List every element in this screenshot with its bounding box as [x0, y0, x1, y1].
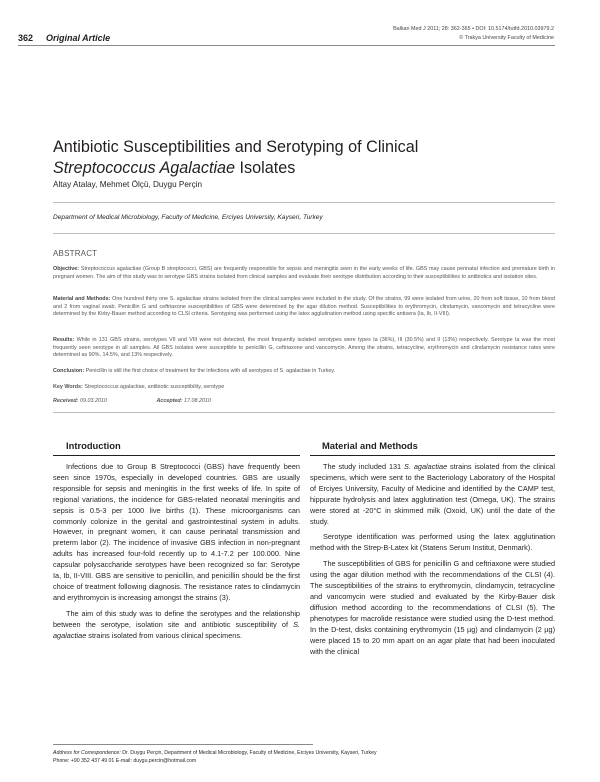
introduction-column [53, 462, 300, 647]
author-list: Altay Atalay, Mehmet Ölçü, Duygu Perçin [53, 180, 203, 189]
keywords-label: Key Words: [53, 384, 83, 390]
methods-p1-species: S. agalactiae [404, 462, 448, 471]
title-species: Streptococcus Agalactiae [53, 159, 236, 177]
contact-info: Phone: +90 352 437 49 01 E-mail: duygu.percin@hotmail.com [53, 758, 197, 764]
intro-p2-text-end: strains isolated from various clinical specimens. [86, 630, 243, 640]
objective-text: Streptococcus agalactiae (Group B streptococci, GBS) are frequently responsible for sepsis and meningitis seen in the early weeks of life. GBS may cause perinatal infection and premature birth in pregnant women. The aim of this study was to serotype GBS strains isolated from clinical samples and evaluate their serotype distribution according to their susceptibilities to antibiotics and isolation sites. [53, 266, 555, 280]
methods-heading: Material and Methods [322, 440, 418, 451]
heading-rule [53, 455, 300, 456]
intro-p2-text: The aim of this study was to define the serotypes and the relationship between the serotype, isolation site and antibiotic susceptibility of [53, 608, 300, 629]
keywords [53, 384, 224, 390]
received-label: Received: [53, 398, 79, 404]
abstract-heading: ABSTRACT [53, 249, 98, 258]
correspondence-address [53, 750, 377, 756]
accepted-label: Accepted: [156, 398, 183, 404]
methods-p1-text: The study included 131 [323, 462, 405, 471]
intro-paragraph-2 [53, 609, 300, 642]
title-line-1: Antibiotic Susceptibilities and Serotyping of Clinical [53, 138, 419, 156]
methods-column [310, 462, 555, 662]
methods-paragraph-3: The susceptibilities of GBS for penicillin G and ceftriaxone were studied using the agar dilution method with the recommendations of the CLSI (4). The susceptibilities of the strains to erythromycin, clindamycin, tetracycline and vancomycin were studied and evaluated by the Kirby-Bauer disk diffusion method according to the recommendations of CLSI (5). The phenotypes for macrolide resistance were studied using the D-test method. In the D-test, disks containing erythromycin (15 µg) and clindamycin (2 µg) were placed 15 to 20 mm apart on an agar plate that had been inoculated with the clinical [310, 559, 555, 656]
heading-rule [310, 455, 555, 456]
abstract-methods [53, 296, 555, 319]
divider [53, 202, 555, 203]
methods-paragraph-1 [310, 462, 555, 527]
page-number: 362 [18, 33, 34, 43]
intro-paragraph-1: Infections due to Group B Streptococci (GBS) have frequently been seen since 1970s, especially in developed countries. GBS are usually responsible for sepsis and meningitis in the first weeks of life. In spite of regional variations, the incidence for GBS-related neonatal meningitis and sepsis is 0.5-3 per 1000 live births (1). These microorganisms can commonly colonize in the genital and gastrointestinal system in adults. However, in pregnant women, it can cause perinatal transmission and preterm labor (2). The incidence of invasive GBS infection in non-pregnant adults has increased four-fold recently up to 4.1-7.2 per 100.000. Nine capsular polysaccharide serotypes have been recognized so far: Serotype Ia, Ib, II-VIII. GBS are sensitive to penicillin, and penicillin should be the first choice of treatment following diagnosis. The resistance rates to clindamycin and erythromycin is increasing amongst the strains (3). [53, 462, 300, 602]
introduction-heading: Introduction [66, 440, 121, 451]
intro-p2-species: S. agalactiae [53, 619, 300, 640]
abstract-conclusion [53, 368, 555, 376]
journal-citation: Balkan Med J 2011; 28: 362-365 • DOI: 10.5174/tutfd.2010.03979.2 [393, 26, 554, 32]
abstract-objective [53, 266, 555, 281]
methods-text: One hundred thirty one S. agalactiae strains isolated from the clinical samples were included in the study. Of the strains, 99 were isolated from urine, 20 from soft tissue, 10 from blood and 2 from vaginal swab. Penicillin G and ceftriaxone susceptibilities of GBS were determined by the agar dilution method. Susceptibilities to erythromycin, clindamycin, vancomycin and tetracycline were determined by the Kirby-Bauer method according to CLSI criteria. Serotyping was performed using the latex agglutination method using specific antisera (Ia, Ib, II-VIII). [53, 296, 555, 317]
divider [53, 233, 555, 234]
results-text: While in 131 GBS strains, serotypes VII and VIII were not detected, the most frequently isolated serotypes were types Ia (36%), III (30.5%) and II (13%) respectively. Serotype Ia was the most frequently seen serotype in all samples. All GBS isolates were susceptible to penicillin G, ceftriaxone and vancomycin. Among the strains, tetracycline, erythromycin and clindamycin resistance rates were determined as 90%, 14.5%, and 13% respectively. [53, 337, 555, 358]
article-dates [53, 398, 211, 404]
header-rule [18, 45, 555, 46]
divider [53, 412, 555, 413]
methods-label: Material and Methods: [53, 296, 111, 302]
received-date: 09.03.2010 [78, 398, 107, 404]
conclusion-label: Conclusion: [53, 368, 85, 374]
keywords-text: Streptococcus agalactiae, antibiotic susceptibility, serotype [82, 384, 225, 390]
copyright-line: © Trakya University Faculty of Medicine [459, 35, 554, 41]
department-affiliation: Department of Medical Microbiology, Faculty of Medicine, Erciyes University, Kayseri, Turkey [53, 214, 323, 221]
footnote-rule [53, 744, 313, 745]
title-line-2-rest: Isolates [235, 159, 296, 177]
accepted-date: 17.08.2010 [182, 398, 211, 404]
section-label: Original Article [46, 33, 111, 43]
correspondence-text: Dr. Duygu Perçin, Department of Medical Microbiology, Faculty of Medicine, Erciyes University, Kayseri, Turkey [120, 750, 377, 756]
conclusion-text: Penicillin is still the first choice of treatment for the infections with all serotypes of S. agalactiae in Turkey. [84, 368, 336, 374]
methods-p1-text-end: strains isolated from the clinical specimens, which were sent to the Bacteriology Laboratory of the Hospital of Erciyes University, Faculty of Medicine and identified by the CAMP test, hippurate hydrolysis and latex agglutination test (Omega, UK). The strains were stored at -20°C in skimmed milk (Oxoid, UK) until the date of the study. [310, 462, 555, 526]
results-label: Results: [53, 337, 75, 343]
abstract-results [53, 337, 555, 360]
methods-paragraph-2: Serotype identification was performed using the latex agglutination method with the Strep-B-Latex kit (Statens Serum Institut, Denmark). [310, 532, 555, 553]
objective-label: Objective: [53, 266, 80, 272]
correspondence-label: Address for Correspondence: [53, 750, 121, 756]
article-title [53, 137, 553, 179]
